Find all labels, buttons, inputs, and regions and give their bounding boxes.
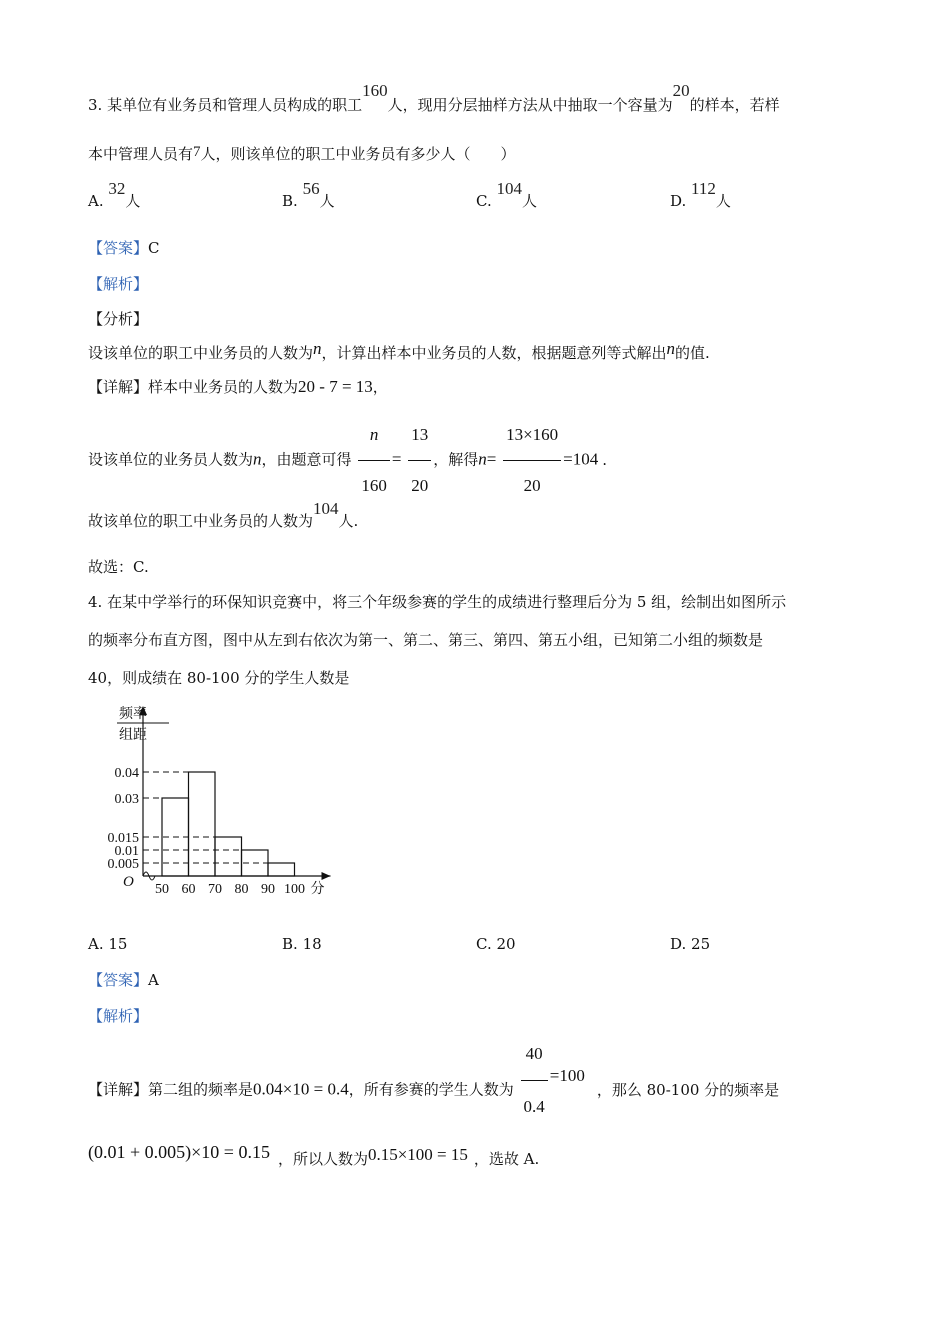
option-label: D. xyxy=(670,192,687,210)
option-value: 20 xyxy=(496,935,516,953)
frac-num: 40 xyxy=(521,1030,548,1081)
frac-num: 13 xyxy=(408,412,431,461)
text: ，所以人数为 xyxy=(277,1150,368,1168)
histogram-bar-60-70 xyxy=(189,772,216,876)
q3-answer xyxy=(88,238,160,258)
q3-managers-count: 7 xyxy=(193,144,201,160)
y-tick-label-0.01: 0.01 xyxy=(114,844,139,859)
text: ，那么 80-100 分的频率是 xyxy=(596,1080,780,1099)
answer-tag: 【答案】 xyxy=(88,971,149,989)
y-tick-label-0.04: 0.04 xyxy=(114,766,139,781)
var-n: n xyxy=(478,449,487,469)
q4-stem-line1 xyxy=(88,592,786,612)
text: ，计算出样本中业务员的人数，根据题意列等式解出 xyxy=(321,344,667,362)
var-n: n xyxy=(313,339,322,358)
fraction-n-over-160 xyxy=(358,412,390,509)
fenxi-tag: 【分析】 xyxy=(88,310,149,328)
detail-tag: 【详解】 xyxy=(88,1080,149,1099)
math-expression: 20 - 7 = 13 xyxy=(298,377,373,396)
result: =104 xyxy=(563,449,599,469)
text: 设该单位的业务员人数为 xyxy=(88,450,254,469)
q4-answer xyxy=(88,970,159,990)
q4-detail-line2 xyxy=(88,1142,540,1169)
q4-stem-line3 xyxy=(88,668,349,688)
fraction-13-over-20 xyxy=(408,412,431,509)
option-unit: 人 xyxy=(125,192,141,210)
option-label: A. xyxy=(88,935,104,953)
frac-den: 0.4 xyxy=(523,1097,545,1116)
q3-stem-line2 xyxy=(88,144,516,165)
math-expression: 0.15×100 = 15 xyxy=(367,1145,468,1164)
y-tick-label-0.005: 0.005 xyxy=(107,857,139,872)
frac-den: 20 xyxy=(411,476,429,495)
q4-analysis-heading xyxy=(88,1006,148,1026)
text: 设该单位的职工中业务员的人数为 xyxy=(88,344,314,362)
q4-stem-line2 xyxy=(88,630,763,650)
text: 故该单位的职工中业务员的人数为 xyxy=(88,512,314,530)
result: =100 xyxy=(549,1065,585,1085)
frequency-histogram xyxy=(88,700,348,900)
q3-option-c[interactable] xyxy=(476,179,538,211)
x-tick-label-80: 80 xyxy=(234,882,249,897)
option-value: 25 xyxy=(691,935,711,953)
q3-fenxi-heading xyxy=(88,309,148,329)
option-label: B. xyxy=(282,935,298,953)
text: 样本中业务员的人数为 xyxy=(148,378,299,396)
option-value: 18 xyxy=(302,935,322,953)
var-n: n xyxy=(253,449,262,469)
option-label: C. xyxy=(476,192,492,210)
x-tick-label-50: 50 xyxy=(155,882,169,897)
equals: = xyxy=(391,449,402,469)
fraction-40-over-0.4 xyxy=(521,1030,548,1131)
q3-total-staff: 160 xyxy=(362,81,388,100)
frac-num: 13×160 xyxy=(503,412,561,461)
frac-num: n xyxy=(369,425,379,444)
var-n: n xyxy=(666,339,676,358)
text: 的频率分布直方图，图中从左到右依次为第一、第二、第三、第四、第五小组，已知第二小组的频数是 xyxy=(88,631,764,649)
y-tick-label-0.03: 0.03 xyxy=(114,792,139,807)
q3-detail-line1 xyxy=(88,377,388,397)
option-value: 32 xyxy=(108,179,126,198)
option-label: B. xyxy=(282,192,298,210)
option-value: 112 xyxy=(691,179,716,198)
answer-tag: 【答案】 xyxy=(88,239,149,257)
q3-option-a[interactable] xyxy=(88,179,141,211)
option-label: C. xyxy=(476,935,492,953)
text: 人. xyxy=(338,512,359,530)
text: . xyxy=(602,450,608,469)
text: 的值. xyxy=(675,344,710,362)
frac-den: 20 xyxy=(523,476,541,495)
option-label: D. xyxy=(670,935,687,953)
q3-stem-text: 的样本，若样 xyxy=(689,96,780,114)
x-tick-label-90: 90 xyxy=(261,882,275,897)
text: ，选故 A. xyxy=(473,1150,540,1168)
q3-choose xyxy=(88,557,149,577)
origin-label: O xyxy=(123,874,134,890)
option-value: 15 xyxy=(108,935,128,953)
option-value: 104 xyxy=(496,179,522,198)
q3-option-b[interactable] xyxy=(282,179,335,211)
y-tick-label-0.015: 0.015 xyxy=(107,831,139,846)
option-unit: 人 xyxy=(522,192,538,210)
math-expression: (0.01 + 0.005)×10 = 0.15 xyxy=(88,1142,270,1162)
q3-result-number: 104 xyxy=(313,499,339,518)
math-expression: 0.04×10 = 0.4 xyxy=(253,1079,349,1099)
text: 40，则成绩在 80-100 分的学生人数是 xyxy=(88,669,350,687)
q3-detail-line2 xyxy=(88,412,607,509)
q3-option-d[interactable] xyxy=(670,179,731,211)
option-label: A. xyxy=(88,192,104,210)
q3-fenxi-text xyxy=(88,339,710,363)
x-axis-arrow-icon xyxy=(322,872,331,880)
q4-option-a[interactable] xyxy=(88,935,127,953)
q3-stem-text: 3. 某单位有业务员和管理人员构成的职工 xyxy=(88,96,363,114)
answer-value: A xyxy=(148,971,159,989)
q3-detail-line3 xyxy=(88,499,359,531)
x-tick-label-100: 100 xyxy=(284,882,305,897)
q3-stem-text: 本中管理人员有 xyxy=(88,145,194,163)
text: ，解得 xyxy=(433,450,479,469)
y-label-bottom: 组距 xyxy=(119,728,147,743)
text: ， xyxy=(372,378,388,396)
text: 故选：C. xyxy=(88,558,149,576)
q3-stem-line1 xyxy=(88,81,780,115)
q4-option-c[interactable] xyxy=(476,935,516,953)
q4-option-b[interactable] xyxy=(282,935,322,953)
fraction-13x160-over-20 xyxy=(503,412,561,509)
answer-value: C xyxy=(148,239,160,257)
histogram-bar-90-100 xyxy=(268,863,295,876)
q3-stem-text: 人，则该单位的职工中业务员有多少人（ ） xyxy=(200,145,516,163)
analysis-tag: 【解析】 xyxy=(88,275,149,293)
text: ，由题意可得 xyxy=(261,450,352,469)
x-tick-label-70: 70 xyxy=(208,882,222,897)
option-value: 56 xyxy=(302,179,320,198)
histogram-bar-70-80 xyxy=(215,837,242,876)
option-unit: 人 xyxy=(319,192,335,210)
frac-den: 160 xyxy=(361,476,387,495)
text: 4. 在某中学举行的环保知识竞赛中，将三个年级参赛的学生的成绩进行整理后分为 5 组，绘制出如图所示 xyxy=(88,593,787,611)
option-unit: 人 xyxy=(715,192,731,210)
q3-sample-size: 20 xyxy=(672,81,690,100)
x-axis-label: 分 xyxy=(310,882,325,897)
detail-tag: 【详解】 xyxy=(88,378,149,396)
q3-analysis-heading xyxy=(88,274,148,294)
analysis-tag: 【解析】 xyxy=(88,1007,149,1025)
q4-detail-line1 xyxy=(88,1040,779,1141)
q4-option-d[interactable] xyxy=(670,935,710,953)
text: ，所有参赛的学生人数为 xyxy=(348,1080,514,1099)
text: 第二组的频率是 xyxy=(148,1080,254,1099)
equals: = xyxy=(486,449,497,469)
y-label-top: 频率 xyxy=(119,707,147,722)
x-tick-label-60: 60 xyxy=(181,882,196,897)
q3-stem-text: 人，现用分层抽样方法从中抽取一个容量为 xyxy=(387,96,673,114)
